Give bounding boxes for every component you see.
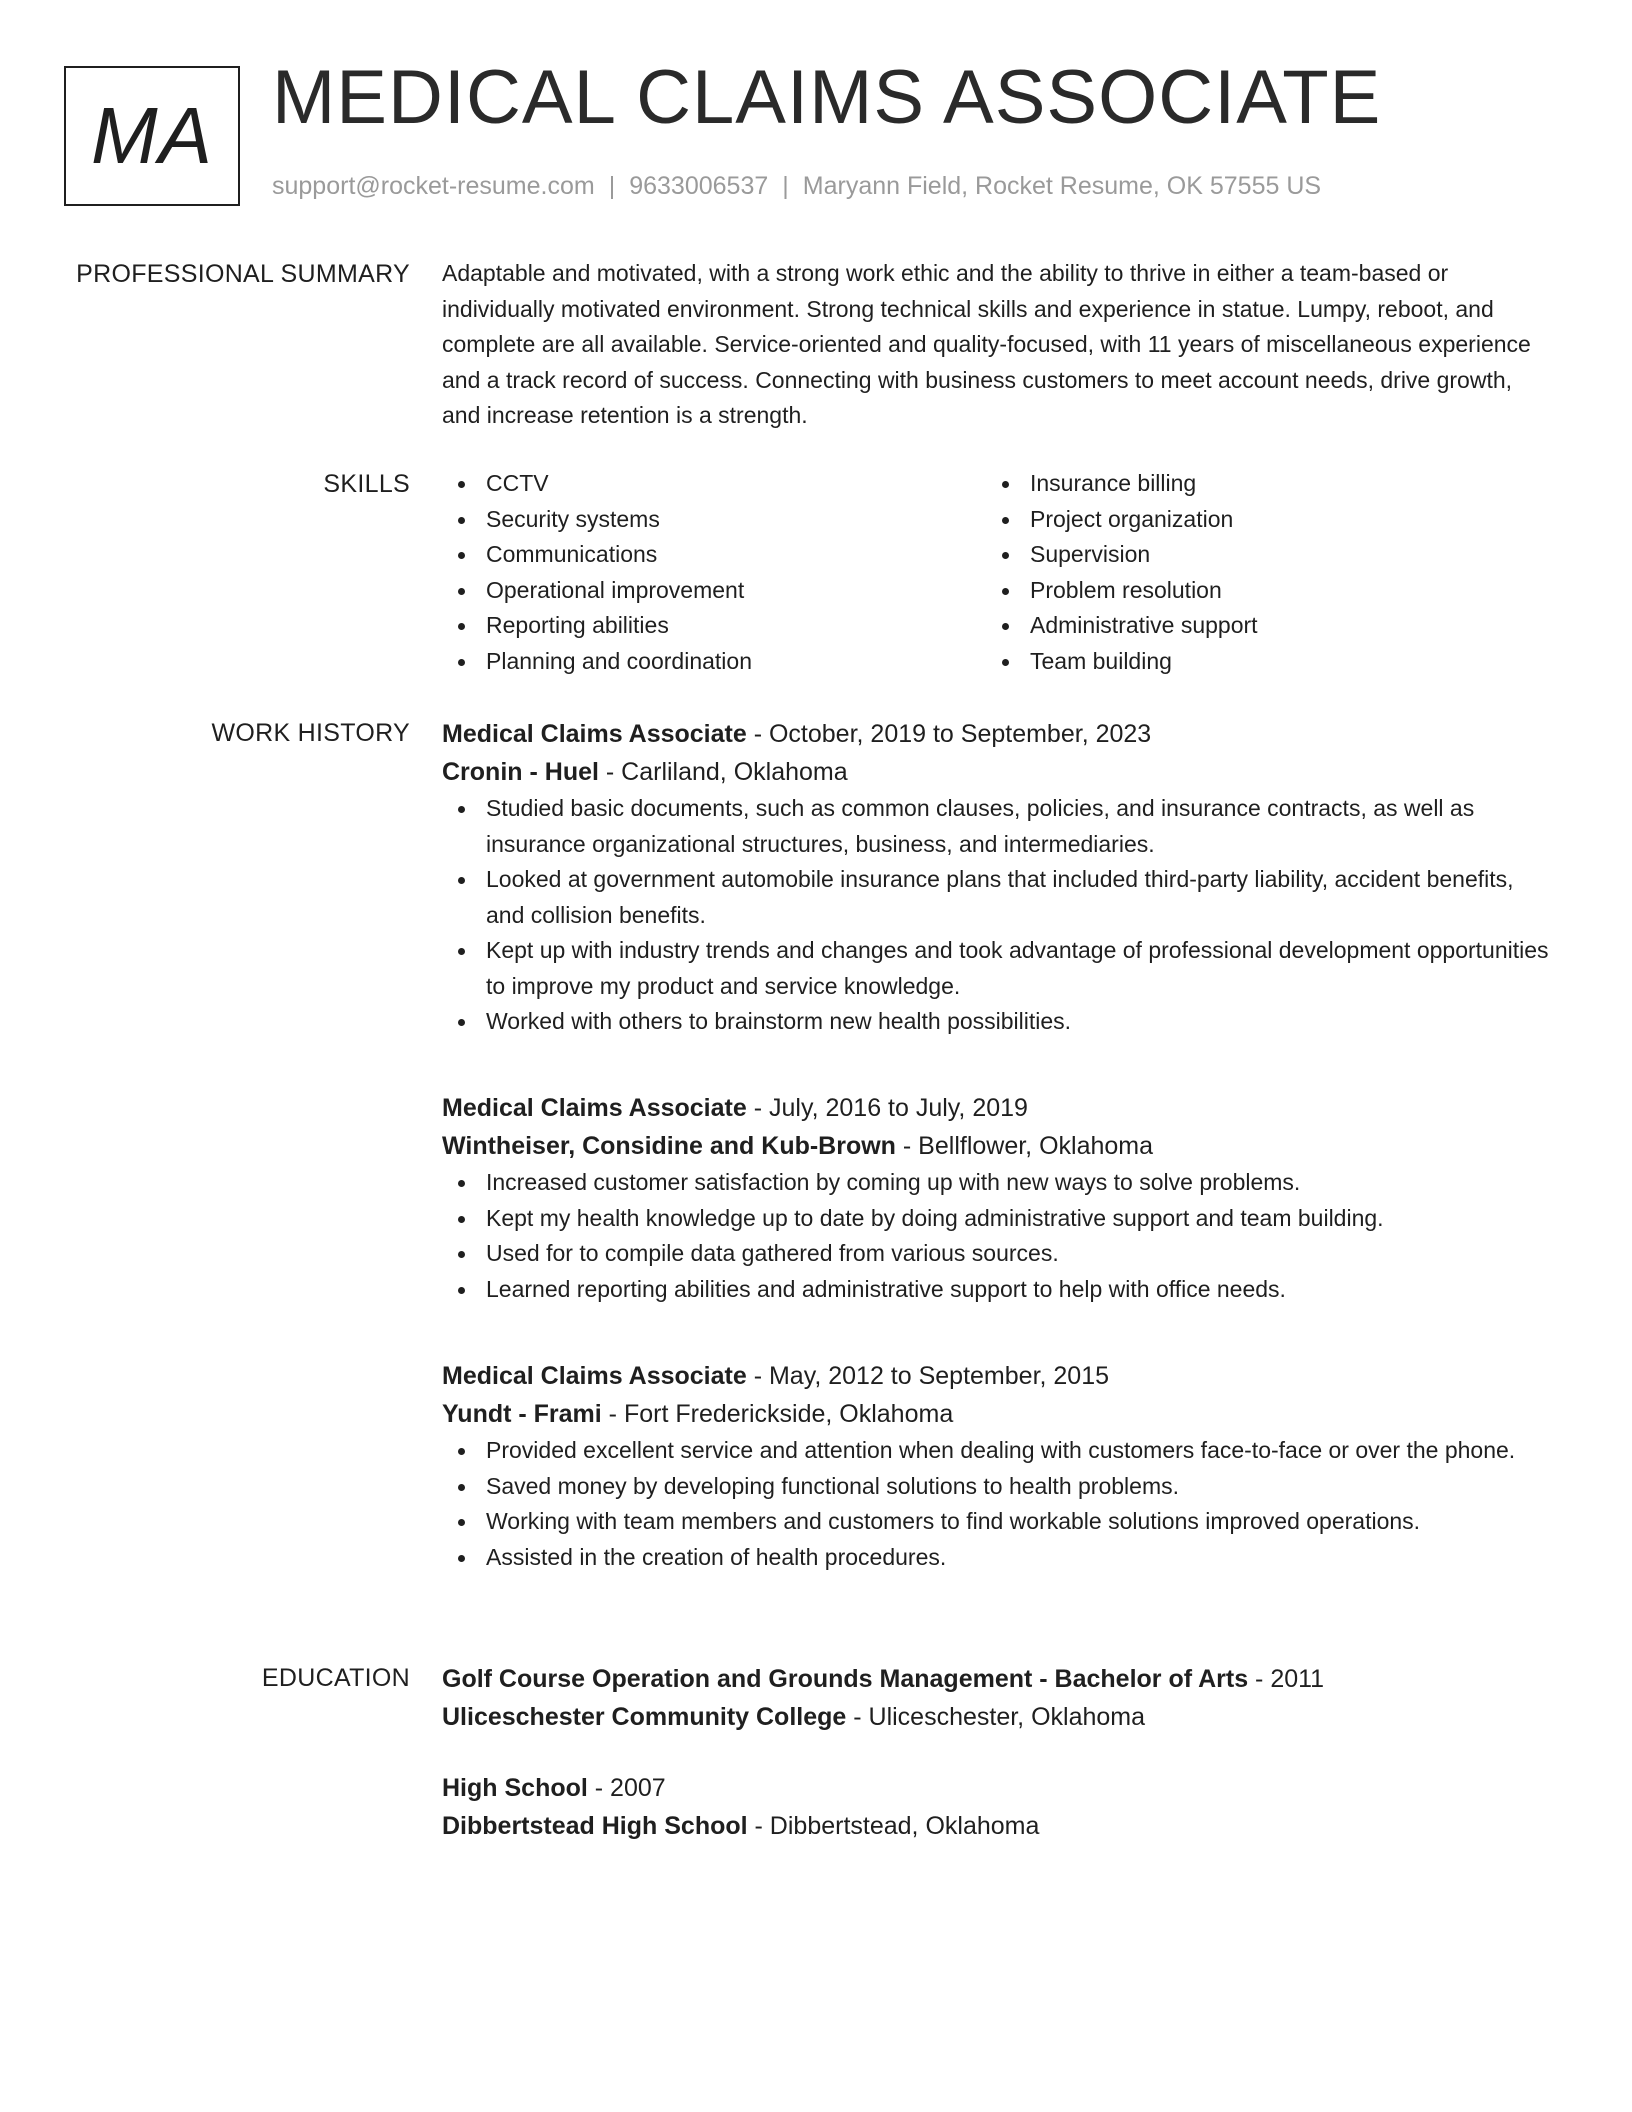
job-duties: [442, 1433, 1552, 1575]
education-degree-line: [442, 1769, 1552, 1807]
job-company-line: [442, 1395, 1552, 1433]
education-school: Uliceschester Community College: [442, 1703, 847, 1731]
education-location: - Dibbertstead, Oklahoma: [747, 1812, 1040, 1840]
job-duty: Working with team members and customers to find workable solutions improved operations.: [442, 1504, 1552, 1540]
job-duty: Kept my health knowledge up to date by doing administrative support and team building.: [442, 1201, 1552, 1237]
contact-address: Maryann Field, Rocket Resume, OK 57555 US: [802, 172, 1322, 200]
contact-email: support@rocket-resume.com: [272, 172, 595, 200]
skill-item: Security systems: [442, 502, 986, 538]
summary-body: [442, 256, 1552, 434]
job-duty: Provided excellent service and attention when dealing with customers face-to-face or over the phone.: [442, 1433, 1552, 1469]
education-degree: High School: [442, 1774, 588, 1802]
education-entry: [442, 1769, 1552, 1845]
job-title: Medical Claims Associate: [442, 1094, 747, 1122]
job-company-line: [442, 1127, 1552, 1165]
skill-item: Reporting abilities: [442, 608, 986, 644]
job-location: - Carliland, Oklahoma: [598, 758, 848, 786]
skill-item: Planning and coordination: [442, 644, 986, 680]
summary-label: PROFESSIONAL SUMMARY: [76, 260, 410, 288]
job-title-line: [442, 715, 1552, 753]
education-school-line: [442, 1698, 1552, 1736]
job-location: - Fort Frederickside, Oklahoma: [601, 1400, 954, 1428]
job-duty: Assisted in the creation of health procedures.: [442, 1540, 1552, 1576]
job-location: - Bellflower, Oklahoma: [895, 1132, 1154, 1160]
job-dates: - May, 2012 to September, 2015: [746, 1362, 1110, 1390]
education-label: EDUCATION: [261, 1664, 410, 1692]
education-school: Dibbertstead High School: [442, 1812, 748, 1840]
contact-separator: |: [608, 172, 616, 200]
education-degree: Golf Course Operation and Grounds Management - Bachelor of Arts: [442, 1665, 1249, 1693]
job-entry: [442, 1089, 1552, 1307]
job-duty: Used for to compile data gathered from various sources.: [442, 1236, 1552, 1272]
job-company: Wintheiser, Considine and Kub-Brown: [442, 1132, 896, 1160]
skills-label: SKILLS: [323, 470, 410, 498]
skill-item: Team building: [986, 644, 1530, 680]
job-duty: Studied basic documents, such as common clauses, policies, and insurance contracts, as well as insurance organizational structures, business, and intermediaries.: [442, 791, 1552, 862]
job-entry: [442, 715, 1552, 1040]
skill-item: Insurance billing: [986, 466, 1530, 502]
monogram-box: [64, 66, 240, 206]
skill-item: Problem resolution: [986, 573, 1530, 609]
skill-item: Communications: [442, 537, 986, 573]
job-duty: Learned reporting abilities and administrative support to help with office needs.: [442, 1272, 1552, 1308]
job-duty: Worked with others to brainstorm new health possibilities.: [442, 1004, 1552, 1040]
skill-item: Supervision: [986, 537, 1530, 573]
job-duty: Looked at government automobile insurance plans that included third-party liability, accident benefits, and collision benefits.: [442, 862, 1552, 933]
summary-text: Adaptable and motivated, with a strong work ethic and the ability to thrive in either a team-based or individually motivated environment. Strong technical skills and experience in statue. Lumpy, reboot, and complete are all available. Service-oriented and quality-focused, with 11 years of miscellaneous experience and a track record of success. Connecting with business customers to meet account needs, drive growth, and increase retention is a strength.: [442, 260, 1531, 428]
skills-column-right: [986, 466, 1530, 679]
skill-item: Project organization: [986, 502, 1530, 538]
job-title-line: [442, 1089, 1552, 1127]
education-year: - 2011: [1248, 1665, 1325, 1693]
job-duties: [442, 1165, 1552, 1307]
skills-body: [442, 466, 1552, 679]
job-duty: Increased customer satisfaction by coming up with new ways to solve problems.: [442, 1165, 1552, 1201]
education-location: - Uliceschester, Oklahoma: [846, 1703, 1146, 1731]
monogram-initials: MA: [91, 91, 213, 180]
education-degree-line: [442, 1660, 1552, 1698]
skills-column-left: [442, 466, 986, 679]
resume-title: MEDICAL CLAIMS ASSOCIATE: [272, 55, 1382, 140]
education-entry: [442, 1660, 1552, 1736]
work-history-label: WORK HISTORY: [211, 719, 410, 747]
education-year: - 2007: [587, 1774, 666, 1802]
job-title: Medical Claims Associate: [442, 720, 747, 748]
skill-item: CCTV: [442, 466, 986, 502]
job-duty: Saved money by developing functional solutions to health problems.: [442, 1469, 1552, 1505]
job-entry: [442, 1357, 1552, 1575]
skill-item: Operational improvement: [442, 573, 986, 609]
contact-line: [272, 172, 1321, 201]
job-title: Medical Claims Associate: [442, 1362, 747, 1390]
contact-separator: |: [782, 172, 789, 200]
job-company: Cronin - Huel: [442, 758, 599, 786]
education-school-line: [442, 1807, 1552, 1845]
job-company-line: [442, 753, 1552, 791]
job-dates: - October, 2019 to September, 2023: [746, 720, 1152, 748]
job-dates: - July, 2016 to July, 2019: [746, 1094, 1028, 1122]
skill-item: Administrative support: [986, 608, 1530, 644]
job-company: Yundt - Frami: [442, 1400, 602, 1428]
job-title-line: [442, 1357, 1552, 1395]
job-duties: [442, 791, 1552, 1040]
contact-phone: 9633006537: [629, 172, 769, 200]
job-duty: Kept up with industry trends and changes and took advantage of professional development opportunities to improve my product and service knowledge.: [442, 933, 1552, 1004]
